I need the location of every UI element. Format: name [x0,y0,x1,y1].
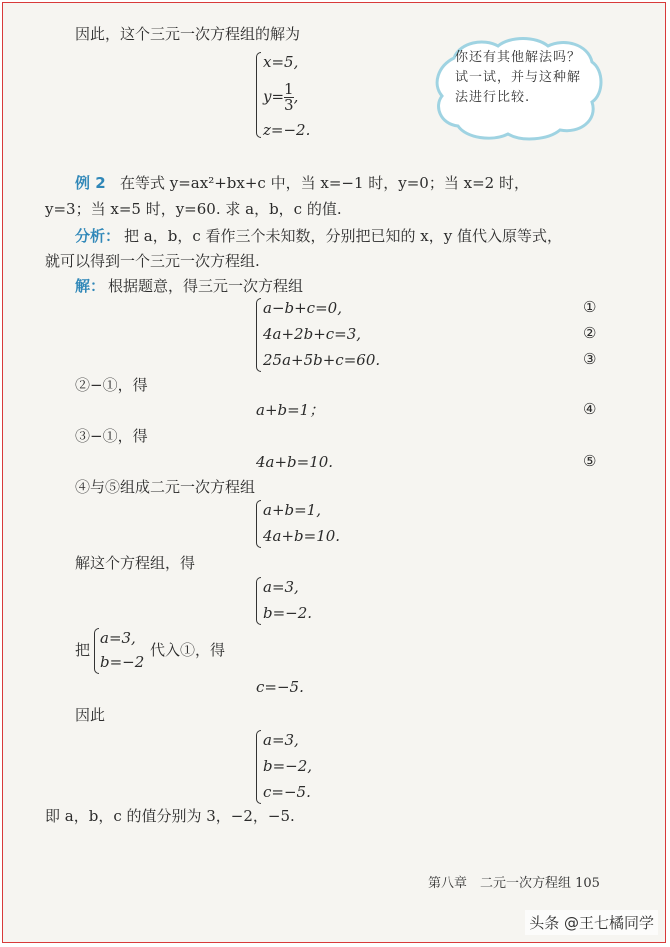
equation-number-2: ② [583,324,597,342]
equation-3: 25a+5b+c=60. [263,351,381,369]
step-5-result: c=−5. [256,678,304,696]
bubble-text: 你还有其他解法吗？试一试，并与这种解法进行比较. [455,50,582,105]
solution-x: x=5, [263,53,299,71]
solution-label: 解： [75,277,106,295]
example-line-2: y=3；当 x=5 时，y=60. 求 a，b，c 的值. [45,200,342,218]
system-brace [256,298,261,372]
step-3-eq-1: a+b=1, [263,501,321,519]
equation-number-1: ① [583,298,597,316]
step-6-eq-1: a=3, [263,731,299,749]
equation-number-3: ③ [583,350,597,368]
step-5-eq-1: a=3, [100,629,136,647]
conclusion-text: 即 a，b，c 的值分别为 3，−2，−5. [45,807,295,825]
step-5-brace [94,628,99,674]
step-4-eq-2: b=−2. [263,604,313,622]
step-1-equation: a+b=1； [256,401,325,419]
step-3-text: ④与⑤组成二元一次方程组 [75,478,256,496]
step-2-equation: 4a+b=10. [256,453,334,471]
step-6-eq-3: c=−5. [263,783,311,801]
step-5-eq-2: b=−2 [100,653,145,671]
solution-y: y= $\frac{1}{3}$ , [263,80,299,114]
step-4-text: 解这个方程组，得 [75,554,196,572]
example-label: 例 2 [75,174,106,192]
equation-number-4: ④ [583,400,597,418]
textbook-page [2,2,666,943]
watermark: 头条 @王七橘同学 [525,910,658,935]
step-4-eq-1: a=3, [263,578,299,596]
example-line-1: 在等式 y=ax²+bx+c 中，当 x=−1 时，y=0；当 x=2 时， [120,174,529,192]
intro-text: 因此，这个三元一次方程组的解为 [75,25,301,43]
page-footer: 第八章 二元一次方程组 105 [428,876,600,891]
step-3-brace [256,500,261,548]
step-6-brace [256,730,261,804]
analysis-line-1: 把 a，b，c 看作三个未知数，分别把已知的 x，y 值代入原等式， [124,227,562,245]
analysis-label: 分析： [75,227,121,245]
solution-intro: 根据题意，得三元一次方程组 [108,277,304,295]
equation-2: 4a+2b+c=3, [263,325,362,343]
step-6-eq-2: b=−2, [263,757,313,775]
fraction-denominator: 3 [284,96,294,114]
step-2-text: ③−①，得 [75,427,148,445]
analysis-line-2: 就可以得到一个三元一次方程组. [45,252,260,270]
step-5-lead: 把 [75,641,91,659]
fraction-numerator: 1 [284,80,294,98]
equation-1: a−b+c=0, [263,299,342,317]
step-3-eq-2: 4a+b=10. [263,527,341,545]
step-1-text: ②−①，得 [75,376,148,394]
equation-number-5: ⑤ [583,452,597,470]
solution-z: z=−2. [263,121,311,139]
step-4-brace [256,577,261,625]
step-5-tail: 代入①，得 [150,641,226,659]
solution-brace [256,52,261,138]
step-6-text: 因此 [75,706,106,724]
